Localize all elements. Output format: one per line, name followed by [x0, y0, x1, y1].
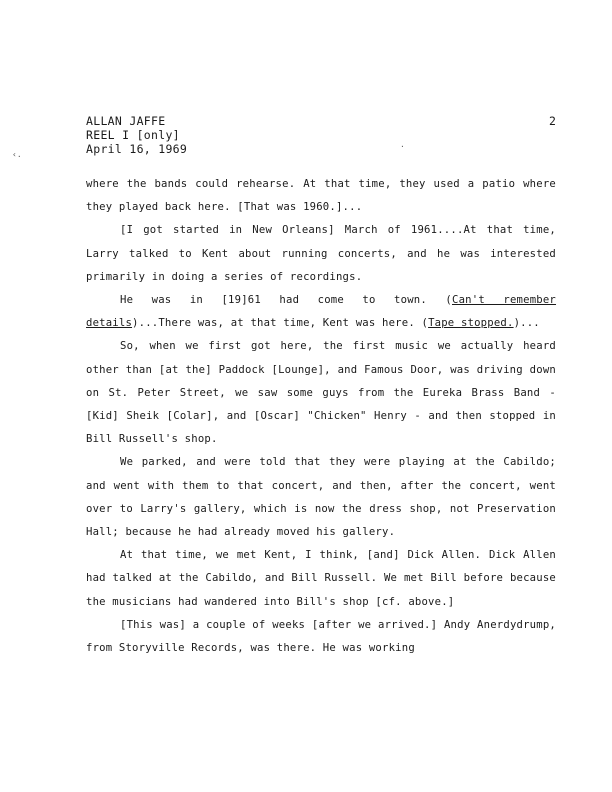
paragraph-text: So, when we first got here, the first music we actually heard other than [at the] Paddock [Lounge], and Famous Door, was driving down on St. Peter Street, we saw some guys from the Eureka Brass Band - [Kid] Sheik [Colar], and [Oscar] "Chicken" Henry - and then stopped in Bill Russell's shop.	[86, 340, 556, 446]
transcript-paragraph	[86, 173, 556, 219]
reel-label: REEL I [only]	[86, 128, 180, 142]
transcript-body	[86, 173, 556, 660]
paragraph-text: He was in [19]61 had come to town. (	[120, 294, 453, 307]
interviewee-name: ALLAN JAFFE	[86, 114, 166, 128]
paragraph-text: )...	[513, 317, 540, 330]
paragraph-text: where the bands could rehearse. At that time, they used a patio where they played back here. [That was 1960.]...	[86, 178, 556, 214]
underlined-annotation: Can't remember details	[86, 294, 557, 330]
interview-date: April 16, 1969	[86, 142, 188, 156]
transcript-paragraph	[86, 614, 556, 660]
margin-mark: ‹.	[12, 150, 22, 159]
transcript-paragraph	[86, 544, 556, 614]
page-number: 2	[549, 114, 556, 128]
paragraph-text: )...There was, at that time, Kent was here. (	[132, 317, 429, 330]
paragraph-text: At that time, we met Kent, I think, [and] Dick Allen. Dick Allen had talked at the Cabildo, and Bill Russell. We met Bill before because the musicians had wandered into Bill's shop [cf. above.]	[86, 549, 556, 608]
paragraph-text: We parked, and were told that they were playing at the Cabildo; and went with them to that concert, and then, after the concert, went over to Larry's gallery, which is now the dress shop, not Preservation Hall; because he had already moved his gallery.	[86, 456, 556, 539]
transcript-paragraph	[86, 219, 556, 289]
transcript-paragraph	[86, 335, 556, 451]
paragraph-text: [This was] a couple of weeks [after we arrived.] Andy Anerdydrump, from Storyville Records, was there. He was working	[86, 618, 556, 655]
document-header	[86, 114, 187, 156]
transcript-paragraph	[86, 289, 556, 335]
stray-dot: .	[400, 140, 405, 149]
paragraph-text: [I got started in New Orleans] March of 1961....At that time, Larry talked to Kent about running concerts, and he was interested primarily in doing a series of recordings.	[86, 224, 556, 283]
transcript-paragraph	[86, 451, 556, 544]
underlined-annotation: Tape stopped.	[428, 317, 514, 330]
